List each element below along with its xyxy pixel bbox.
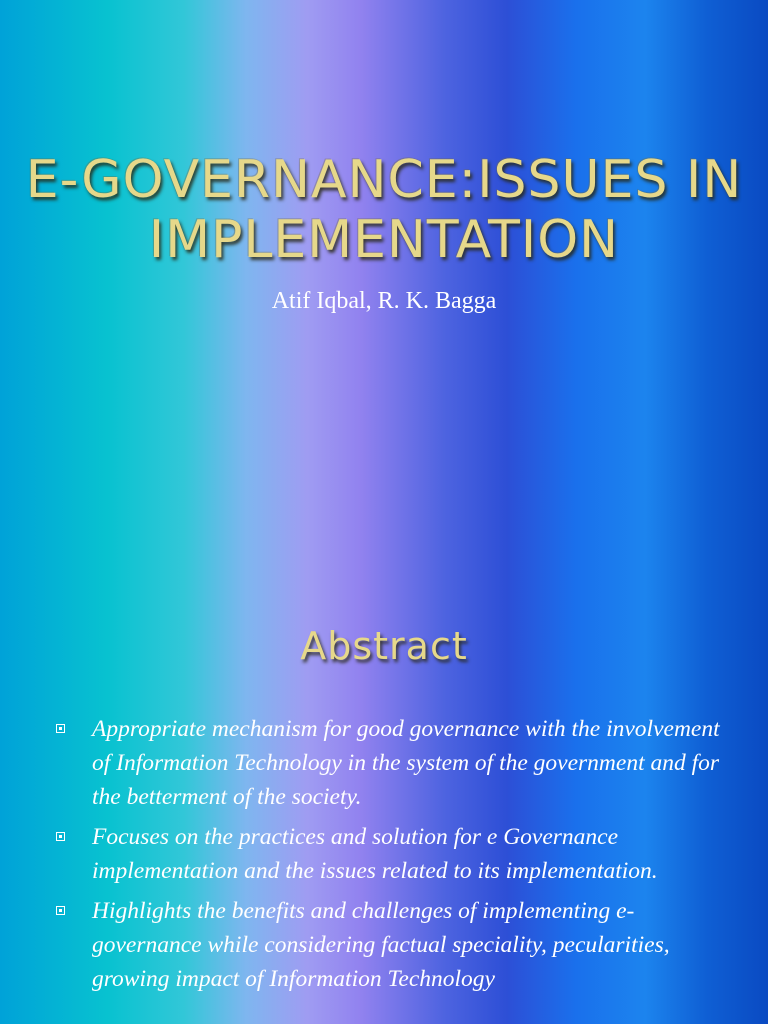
abstract-slide bbox=[0, 572, 768, 1024]
bullet-text: Appropriate mechanism for good governance with the involvement of Information Technology in the system of the government and for the betterment of the society. bbox=[92, 716, 720, 810]
abstract-bullet-list bbox=[56, 712, 736, 1002]
slide-title-line-1: E-GOVERNANCE:ISSUES IN bbox=[25, 150, 743, 210]
bullet-item bbox=[56, 820, 736, 888]
slide-title bbox=[0, 150, 768, 270]
authors-subtitle: Atif Iqbal, R. K. Bagga bbox=[271, 288, 497, 314]
bullet-item bbox=[56, 894, 736, 996]
bullet-item bbox=[56, 712, 736, 814]
bullet-text: Highlights the benefits and challenges of implementing e-governance while considering factual speciality, pecularities, growing impact of Information Technology bbox=[92, 898, 670, 992]
bullet-text: Focuses on the practices and solution for e Governance implementation and the issues related to its implementation. bbox=[92, 824, 658, 884]
square-bullet-icon bbox=[56, 832, 65, 841]
square-bullet-icon bbox=[56, 724, 65, 733]
square-bullet-icon bbox=[56, 906, 65, 915]
slide-title-line-2: IMPLEMENTATION bbox=[148, 210, 620, 270]
abstract-heading: Abstract bbox=[300, 624, 468, 668]
